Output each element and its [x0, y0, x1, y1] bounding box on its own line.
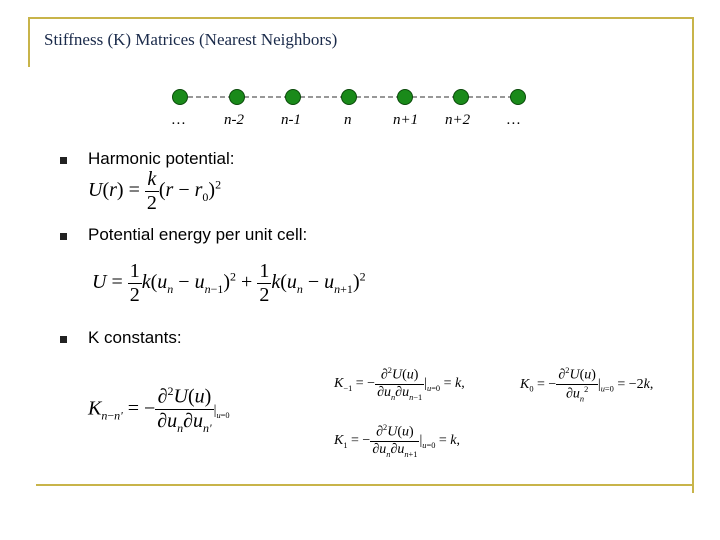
- chain-label: n+2: [445, 112, 471, 128]
- frame-left-border: [28, 17, 30, 67]
- equation-k-plus-1: $K_1$ = − $\frac{\partial^2U(u)}{\partial u_n\partial u_{n+1}}$ $|_{u=0} = k$,: [334, 423, 461, 459]
- equation-k-minus1-source: [334, 366, 509, 416]
- bullet-marker: [60, 336, 67, 343]
- bullet-marker: [60, 157, 67, 164]
- atom-node: [230, 90, 245, 105]
- frame-right-border: [692, 17, 694, 493]
- equation-k-general: $K_{n-n'}$ = − $\frac{\partial^2U(u)}{\partial u_n\partial u_{n'}}$ $|_{u=0}$: [88, 384, 230, 435]
- equation-k-zero-source: [520, 366, 690, 416]
- atom-node: [342, 90, 357, 105]
- bullet-harmonic-potential: Harmonic potential:: [88, 149, 235, 168]
- chain-label: …: [172, 112, 186, 128]
- bullet-marker: [60, 233, 67, 240]
- frame-top-border: [28, 17, 693, 19]
- equation-k-plus1-source: [334, 423, 509, 473]
- frame-bottom-border: [36, 484, 693, 486]
- atom-chain-diagram: [160, 85, 540, 109]
- bullet-potential-energy: Potential energy per unit cell:: [88, 225, 308, 244]
- chain-label: n-2: [224, 112, 244, 128]
- equation-harmonic-source: [88, 168, 238, 218]
- equation-k-general-source: [88, 384, 278, 444]
- chain-label: …: [507, 112, 521, 128]
- atom-node: [454, 90, 469, 105]
- atom-node: [286, 90, 301, 105]
- chain-label: n-1: [281, 112, 301, 128]
- slide-title: Stiffness (K) Matrices (Nearest Neighbors): [44, 30, 338, 49]
- equation-k-zero: $K_0$ = − $\frac{\partial^2U(u)}{\partial u_n^2}$ $|_{u=0} = -2k$,: [520, 366, 654, 404]
- atom-node: [398, 90, 413, 105]
- equation-energy-source: [92, 260, 412, 310]
- equation-potential-energy: U = $\frac{1}{2}$ $k(u_n - u_{n-1})^2$ + $\frac{1}{2}$ $k(u_n - u_{n+1})^2$: [92, 260, 366, 306]
- chain-label: n: [344, 112, 352, 128]
- atom-node: [511, 90, 526, 105]
- equation-k-minus-1: $K_{-1}$ = − $\frac{\partial^2U(u)}{\partial u_n\partial u_{n-1}}$ $|_{u=0} = k$,: [334, 366, 465, 402]
- atom-node: [173, 90, 188, 105]
- equation-harmonic: U(r) = $\frac{k}{2}$ $(r - r_0)^2$: [88, 168, 222, 214]
- chain-label: n+1: [393, 112, 419, 128]
- bullet-k-constants: K constants:: [88, 328, 182, 347]
